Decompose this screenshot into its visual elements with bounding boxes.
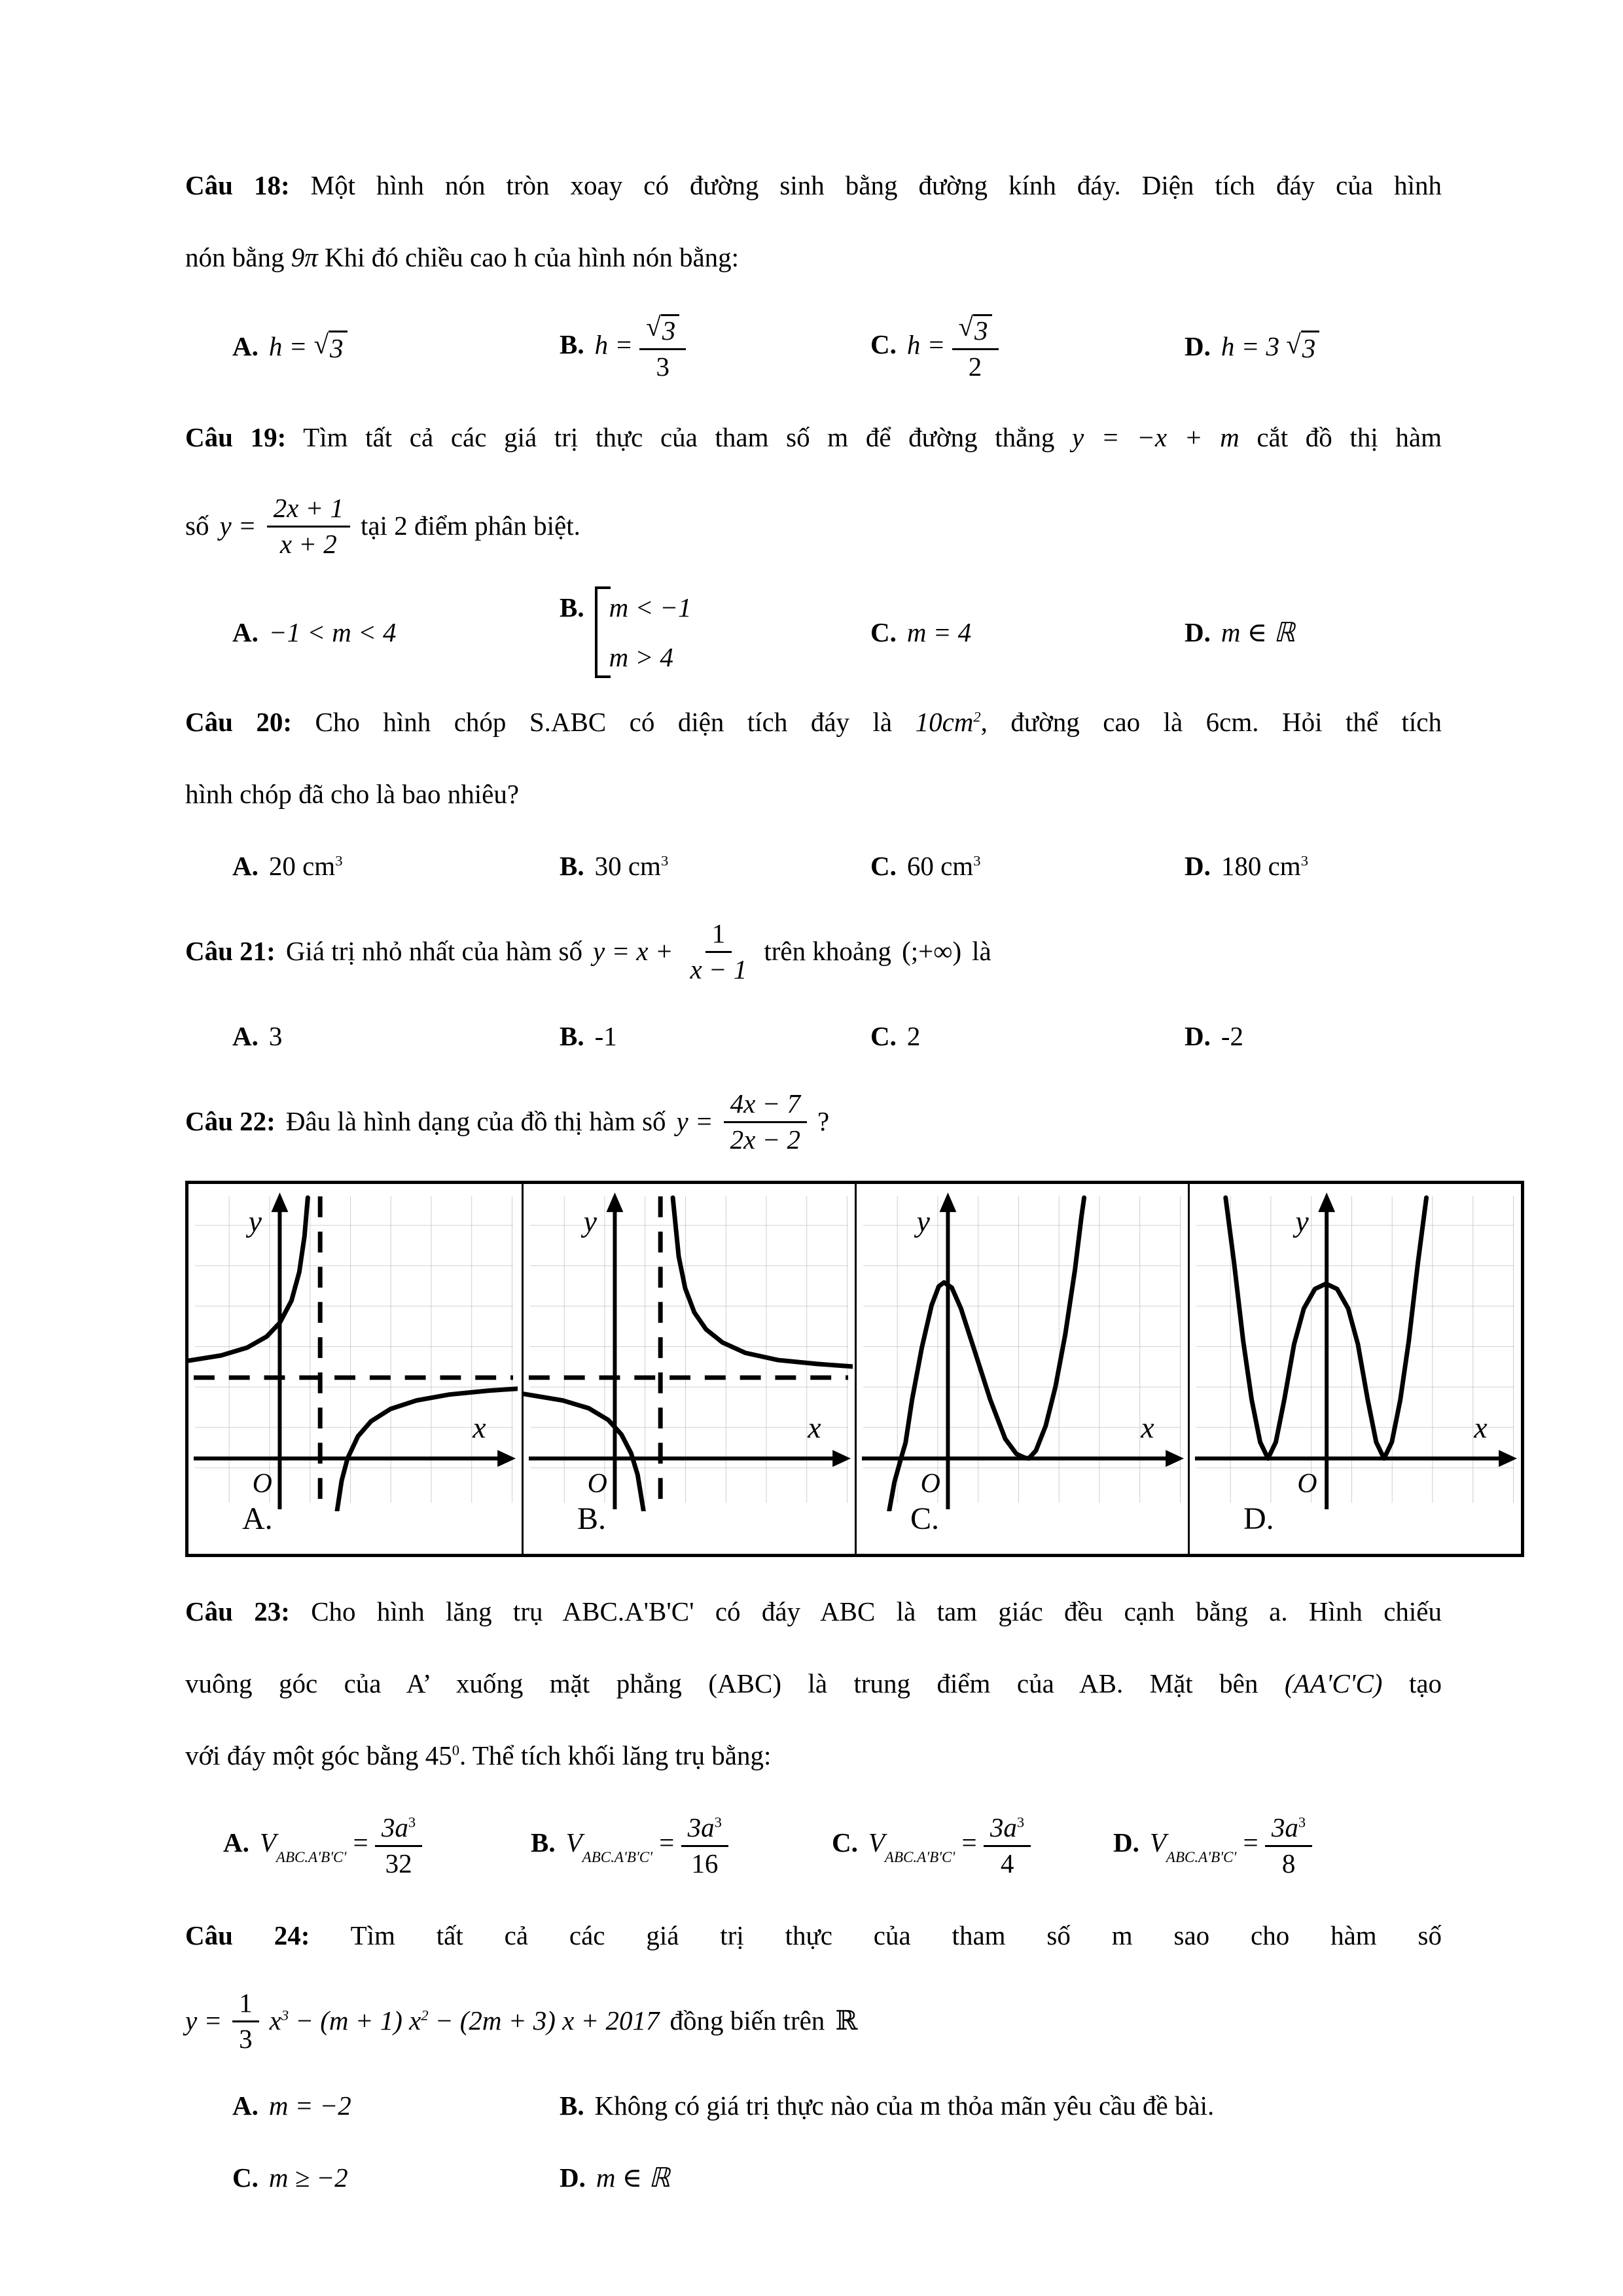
y-axis-label: y	[583, 1204, 597, 1238]
q18-option-c: C. h = √ 3 2	[870, 313, 1185, 382]
exam-content	[185, 149, 1488, 2214]
q20-option-a: A. 20 $cm^3$	[232, 851, 343, 881]
fraction: $\frac{1}{3}$	[232, 1987, 259, 2054]
q24-option-b: B. Không có giá trị thực nào của m thỏa mãn yêu cầu đề bài.	[560, 2090, 1215, 2121]
q18-text-1: Một hình nón tròn xoay có đường sinh bằng đường kính đáy. Diện tích đáy của hình	[310, 170, 1442, 200]
question-24	[185, 1899, 1442, 2214]
origin-label: O	[252, 1469, 272, 1499]
graph-c-canvas	[857, 1184, 1186, 1511]
q19-text-2b: tại 2 điểm phân biệt.	[360, 511, 580, 541]
q18-option-d: D. h = 3 √ 3	[1185, 331, 1442, 364]
q24-option-a: A. m = −2	[232, 2090, 351, 2121]
q24-text-1: Tìm tất cả các giá trị thực của tham số m sao cho hàm số	[350, 1920, 1442, 1950]
q21-option-b: B. -1	[560, 1021, 617, 1051]
q24-options-row-2	[185, 2142, 1442, 2214]
graph-panel-d	[1188, 1184, 1521, 1554]
q20-text-1b: , đường cao là 6cm. Hỏi thể tích	[980, 707, 1442, 737]
q21-option-a: A. 3	[232, 1021, 283, 1051]
q22-label: Câu 22:	[185, 1106, 276, 1136]
q23-text-3b: . Thể tích khối lăng trụ bằng:	[459, 1740, 772, 1770]
sqrt-expression: √ 3	[314, 331, 348, 364]
q22-frac-lead: y =	[676, 1106, 713, 1136]
q20-option-d: D. 180 $cm^3$	[1185, 851, 1308, 881]
graph-figure	[185, 1181, 1524, 1557]
q21-text-1c: là	[972, 936, 991, 966]
fraction: $\frac{3a^3}{16}$	[681, 1812, 728, 1879]
q19-math-line: y = −x + m	[1072, 422, 1240, 452]
q18-text-2a: nón bằng	[185, 242, 285, 272]
q20-line-1	[185, 686, 1442, 758]
q24-option-d: D. m ∈ ℝ	[560, 2162, 670, 2193]
q20-label: Câu 20:	[185, 707, 293, 737]
question-21	[185, 902, 1442, 1072]
q21-option-d: D. -2	[1185, 1021, 1244, 1051]
q19-option-c: C. m = 4	[870, 617, 972, 647]
y-axis-label: y	[248, 1204, 262, 1238]
panel-label-b: B.	[577, 1501, 607, 1536]
fraction: $\frac{2x + 1}{x + 2}$	[267, 492, 350, 560]
graph-a-canvas	[188, 1184, 518, 1511]
graph-panel-b	[522, 1184, 855, 1554]
q23-math-plane: (AA'C'C)	[1284, 1668, 1383, 1698]
cases-bracket: m < −1 m > 4	[595, 586, 693, 678]
panel-label-a: A.	[242, 1501, 273, 1536]
x-axis-label: x	[1141, 1410, 1154, 1444]
q18-text-2c: Khi đó chiều cao h của hình nón bằng:	[325, 242, 740, 272]
q23-label: Câu 23:	[185, 1596, 290, 1626]
q20-option-b: B. 30 $cm^3$	[560, 851, 669, 881]
q19-line-1	[185, 401, 1442, 473]
q24-options-row-1	[185, 2070, 1442, 2142]
panel-label-c: C.	[910, 1501, 940, 1536]
q21-options	[185, 1000, 1442, 1072]
q21-line-1	[185, 902, 1442, 1000]
q19-option-a: A. −1 < m < 4	[232, 617, 397, 647]
q21-text-1b: trên khoảng	[764, 936, 892, 966]
q23-option-d: D. $V_{ABC.A'B'C'}$ = $\frac{3a^3}{8}$	[1113, 1812, 1442, 1879]
q21-text-1a: Giá trị nhỏ nhất của hàm số	[285, 936, 582, 966]
y-axis-label: y	[916, 1204, 930, 1238]
q24-option-c: C. m ≥ −2	[232, 2162, 348, 2193]
q20-line-2: hình chóp đã cho là bao nhiêu?	[185, 779, 520, 809]
q19-text-1c: cắt đồ thị hàm	[1257, 422, 1442, 452]
q24-f-lead: y =	[185, 2005, 223, 2036]
fraction: $\frac{3a^3}{32}$	[375, 1812, 422, 1879]
q18-line-1	[185, 149, 1442, 221]
q24-line-1	[185, 1899, 1442, 1971]
q18-math-9pi: 9π	[291, 242, 318, 272]
q23-line-1	[185, 1575, 1442, 1647]
fraction: $\frac{3a^3}{4}$	[984, 1812, 1031, 1879]
q19-line-2	[185, 473, 1442, 578]
q19-frac-lead: y =	[219, 511, 257, 541]
q18-option-a: A. h = √ 3	[232, 331, 560, 364]
q23-text-2a: vuông góc của A’ xuống mặt phẳng (ABC) là trung điểm của AB. Mặt bên	[185, 1668, 1258, 1698]
q19-option-b: B. m < −1 m > 4	[560, 586, 870, 678]
q18-options	[185, 293, 1442, 401]
q20-math-area: $10cm^2$	[915, 707, 981, 737]
question-20	[185, 686, 1442, 902]
q24-formula	[185, 1971, 1442, 2070]
q20-text-1a: Cho hình chóp S.ABC có diện tích đáy là	[315, 707, 893, 737]
q19-option-d: D. m ∈ ℝ	[1185, 617, 1295, 647]
x-axis-label: x	[808, 1410, 821, 1444]
origin-label: O	[587, 1469, 607, 1499]
fraction: √ 3 3	[639, 313, 686, 382]
q23-text-2b: tạo	[1408, 1668, 1442, 1698]
q22-question-mark: ?	[817, 1106, 830, 1136]
question-18	[185, 149, 1442, 401]
q24-f-reals: ℝ	[835, 2005, 858, 2036]
q19-text-2a: số	[185, 511, 209, 541]
q21-option-c: C. 2	[870, 1021, 921, 1051]
q24-f-tail: đồng biến trên	[669, 2005, 825, 2036]
graph-panel-a	[188, 1184, 522, 1554]
y-axis-label: y	[1295, 1204, 1309, 1238]
question-19	[185, 401, 1442, 686]
origin-label: O	[1297, 1469, 1317, 1499]
q19-text-1a: Tìm tất cả các giá trị thực của tham số m để đường thẳng	[303, 422, 1055, 452]
q22-line-1	[185, 1072, 1442, 1170]
q23-text-3a: với đáy một góc bằng 45	[185, 1740, 452, 1770]
sqrt-expression: √ 3	[1286, 331, 1319, 364]
q19-label: Câu 19:	[185, 422, 287, 452]
q24-f-terms: $x^3 - (m + 1) x^2 - (2m + 3) x + 2017$	[269, 2005, 660, 2036]
question-23	[185, 1575, 1442, 1899]
q20-option-c: C. 60 $cm^3$	[870, 851, 981, 881]
q21-frac-lead: y = x +	[593, 936, 673, 966]
q23-angle-sup: 0	[452, 1742, 459, 1759]
q23-option-b: B. $V_{ABC.A'B'C'}$ = $\frac{3a^3}{16}$	[531, 1812, 832, 1879]
q18-line-2	[185, 221, 1442, 293]
q23-options	[185, 1791, 1442, 1899]
fraction: $\frac{4x - 7}{2x - 2}$	[724, 1088, 807, 1155]
question-22	[185, 1072, 1488, 1557]
q23-option-c: C. $V_{ABC.A'B'C'}$ = $\frac{3a^3}{4}$	[832, 1812, 1113, 1879]
q23-option-a: A. $V_{ABC.A'B'C'}$ = $\frac{3a^3}{32}$	[223, 1812, 531, 1879]
origin-label: O	[920, 1469, 940, 1499]
q19-options	[185, 578, 1442, 686]
fraction: $\frac{1}{x - 1}$	[690, 918, 747, 984]
x-axis-label: x	[1474, 1410, 1488, 1444]
q21-interval: (;+∞)	[902, 936, 962, 966]
panel-label-d: D.	[1243, 1501, 1274, 1536]
q22-text-1a: Đâu là hình dạng của đồ thị hàm số	[285, 1106, 666, 1136]
q23-line-2	[185, 1647, 1442, 1719]
graph-d-canvas	[1190, 1184, 1519, 1511]
q20-options	[185, 830, 1442, 902]
x-axis-label: x	[473, 1410, 486, 1444]
q18-label: Câu 18:	[185, 170, 290, 200]
fraction: $\frac{3a^3}{8}$	[1265, 1812, 1312, 1879]
graph-b-canvas	[524, 1184, 853, 1511]
q18-option-b: B. h = √ 3 3	[560, 313, 870, 382]
q21-label: Câu 21:	[185, 936, 276, 966]
fraction: √ 3 2	[952, 313, 999, 382]
graph-panel-c	[855, 1184, 1188, 1554]
q23-line-3	[185, 1719, 1442, 1791]
q24-label: Câu 24:	[185, 1920, 310, 1950]
q23-text-1: Cho hình lăng trụ ABC.A'B'C' có đáy ABC là tam giác đều cạnh bằng a. Hình chiếu	[311, 1596, 1442, 1626]
